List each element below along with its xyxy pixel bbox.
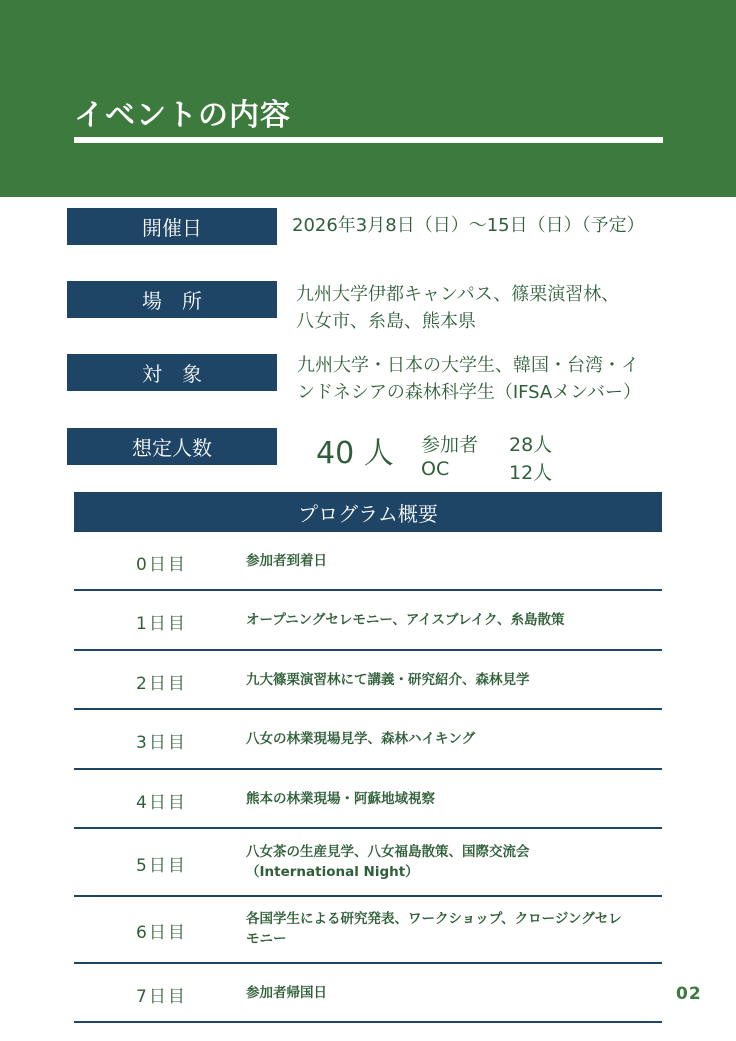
program-row bbox=[74, 710, 662, 770]
program-desc bbox=[246, 909, 662, 949]
program-row bbox=[74, 829, 662, 897]
program-desc bbox=[246, 842, 662, 882]
program-day: 4日目 bbox=[136, 793, 187, 813]
program-day: 1日目 bbox=[136, 614, 187, 634]
date-label: 開催日 bbox=[67, 208, 277, 245]
program-day: 3日目 bbox=[136, 733, 187, 753]
page-title: イベントの内容 bbox=[74, 98, 291, 133]
program-row bbox=[74, 897, 662, 964]
place-value-line2: 八女市、糸島、熊本県 bbox=[296, 311, 476, 332]
program-desc: 九大篠栗演習林にて講義・研究紹介、森林見学 bbox=[246, 672, 530, 688]
date-value: 2026年3月8日（日）〜15日（日）（予定） bbox=[292, 215, 645, 236]
program-desc-line: 八女茶の生産見学、八女福島散策、国際交流会 bbox=[246, 844, 530, 860]
target-label: 対 象 bbox=[67, 354, 277, 391]
oc-value: 12人 bbox=[509, 462, 553, 484]
target-value-line2: ンドネシアの森林科学生（IFSAメンバー） bbox=[297, 382, 641, 403]
participants-row bbox=[421, 430, 553, 457]
title-underline bbox=[74, 137, 663, 143]
participants-value: 28人 bbox=[509, 434, 553, 456]
program-desc: オープニングセレモニー、アイスブレイク、糸島散策 bbox=[246, 612, 565, 628]
oc-row bbox=[421, 458, 553, 484]
program-title: プログラム概要 bbox=[74, 492, 662, 532]
program-desc: 参加者到着日 bbox=[246, 553, 327, 569]
program-row bbox=[74, 591, 662, 651]
count-total: 40 人 bbox=[316, 436, 394, 471]
place-value-line1: 九州大学伊都キャンパス、篠栗演習林、 bbox=[296, 284, 620, 305]
place-label: 場 所 bbox=[67, 281, 277, 318]
program-desc: 八女の林業現場見学、森林ハイキング bbox=[246, 731, 476, 747]
program-day: 6日目 bbox=[136, 923, 187, 943]
page-number: 02 bbox=[676, 984, 702, 1004]
program-desc-line: （International Night） bbox=[246, 864, 419, 880]
program-desc-line: モニー bbox=[246, 931, 287, 947]
program-row bbox=[74, 770, 662, 829]
count-label: 想定人数 bbox=[67, 428, 277, 465]
program-day: 2日目 bbox=[136, 674, 187, 694]
participants-label: 参加者 bbox=[421, 434, 479, 456]
program-day: 0日目 bbox=[136, 555, 187, 575]
program-day: 5日目 bbox=[136, 856, 187, 876]
program-row bbox=[74, 651, 662, 710]
program-desc-line: 各国学生による研究発表、ワークショップ、クロージングセレ bbox=[246, 911, 622, 927]
program-day: 7日目 bbox=[136, 987, 187, 1007]
program-row bbox=[74, 532, 662, 591]
program-desc: 熊本の林業現場・阿蘇地域視察 bbox=[246, 791, 435, 807]
target-value-line1: 九州大学・日本の大学生、韓国・台湾・イ bbox=[297, 355, 639, 376]
program-desc: 参加者帰国日 bbox=[246, 985, 327, 1001]
header-banner bbox=[0, 0, 736, 197]
oc-label: OC bbox=[421, 458, 450, 480]
program-row bbox=[74, 964, 662, 1023]
